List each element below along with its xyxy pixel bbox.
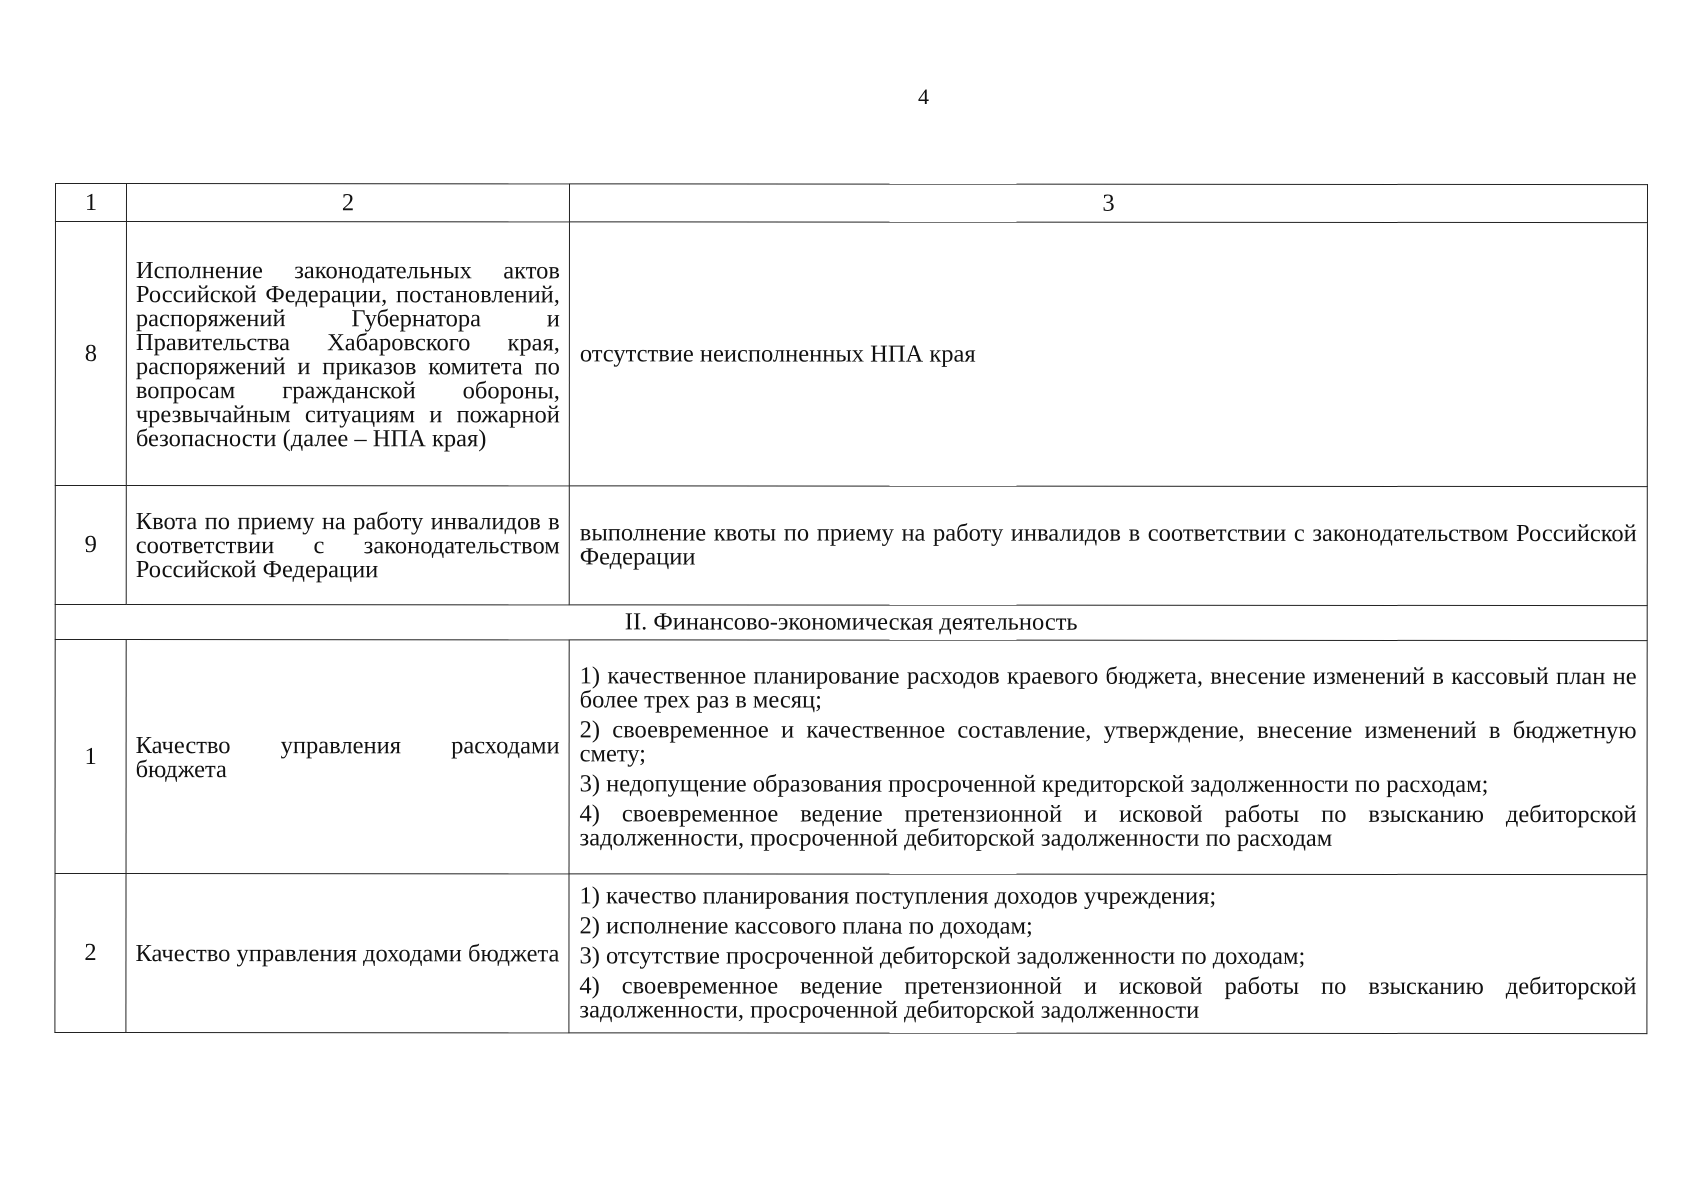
row-number: 9 — [55, 486, 126, 605]
criteria-item: выполнение квоты по приему на работу инвалидов в соответствии с законодательством Российской Федерации — [579, 519, 1637, 571]
criteria-item: 3) отсутствие просроченной дебиторской задолженности по доходам; — [579, 942, 1306, 970]
header-cell-2: 2 — [126, 184, 569, 222]
table-row — [55, 640, 1647, 875]
criteria-cell — [569, 222, 1647, 487]
criteria-item: 3) недопущение образования просроченной кредиторской задолженности по расходам; — [579, 769, 1489, 798]
criteria-item: 4) своевременное ведение претензионной и исковой работы по взысканию дебиторской задолженности, просроченной дебиторской задолженности — [579, 972, 1637, 1024]
table-row — [55, 222, 1647, 487]
indicator-name: Качество управления расходами бюджета — [126, 640, 569, 874]
criteria-item: 1) качественное планирование расходов краевого бюджета, внесение изменений в кассовый план не более трех раз в месяц; — [579, 661, 1637, 714]
section-heading-row — [55, 605, 1647, 641]
criteria-cell — [569, 640, 1647, 875]
criteria-item: отсутствие неисполненных НПА края — [579, 339, 976, 368]
section-title: II. Финансово-экономическая деятельность — [55, 605, 1647, 641]
criteria-item: 2) своевременное и качественное составление, утверждение, внесение изменений в бюджетную смету; — [579, 715, 1637, 767]
indicator-name: Квота по приему на работу инвалидов в соответствии с законодательством Российской Федерации — [126, 486, 569, 605]
table-header-row — [55, 184, 1647, 223]
row-number: 1 — [55, 640, 126, 874]
indicator-name: Качество управления доходами бюджета — [126, 874, 569, 1033]
row-number: 2 — [55, 874, 126, 1033]
header-cell-1: 1 — [55, 184, 126, 222]
criteria-item: 4) своевременное ведение претензионной и исковой работы по взысканию дебиторской задолженности, просроченной дебиторской задолженности по расходам — [579, 799, 1637, 852]
table-row — [55, 486, 1647, 606]
indicator-name: Исполнение законодательных актов Российской Федерации, постановлений, распоряжений Губернатора и Правительства Хабаровского края, распоряжений и приказов комитета по вопросам гражданской обороны, чрезвычайным ситуациям и пожарной безопасности (далее – НПА края) — [126, 222, 569, 486]
table-row — [55, 874, 1647, 1034]
criteria-cell — [569, 486, 1647, 606]
criteria-item: 2) исполнение кассового плана по доходам; — [579, 912, 1033, 940]
row-number: 8 — [55, 222, 126, 486]
page-number: 4 — [918, 84, 929, 109]
criteria-table — [54, 183, 1648, 1034]
header-cell-3: 3 — [569, 184, 1647, 223]
criteria-item: 1) качество планирования поступления доходов учреждения; — [579, 882, 1217, 910]
criteria-cell — [569, 874, 1647, 1034]
